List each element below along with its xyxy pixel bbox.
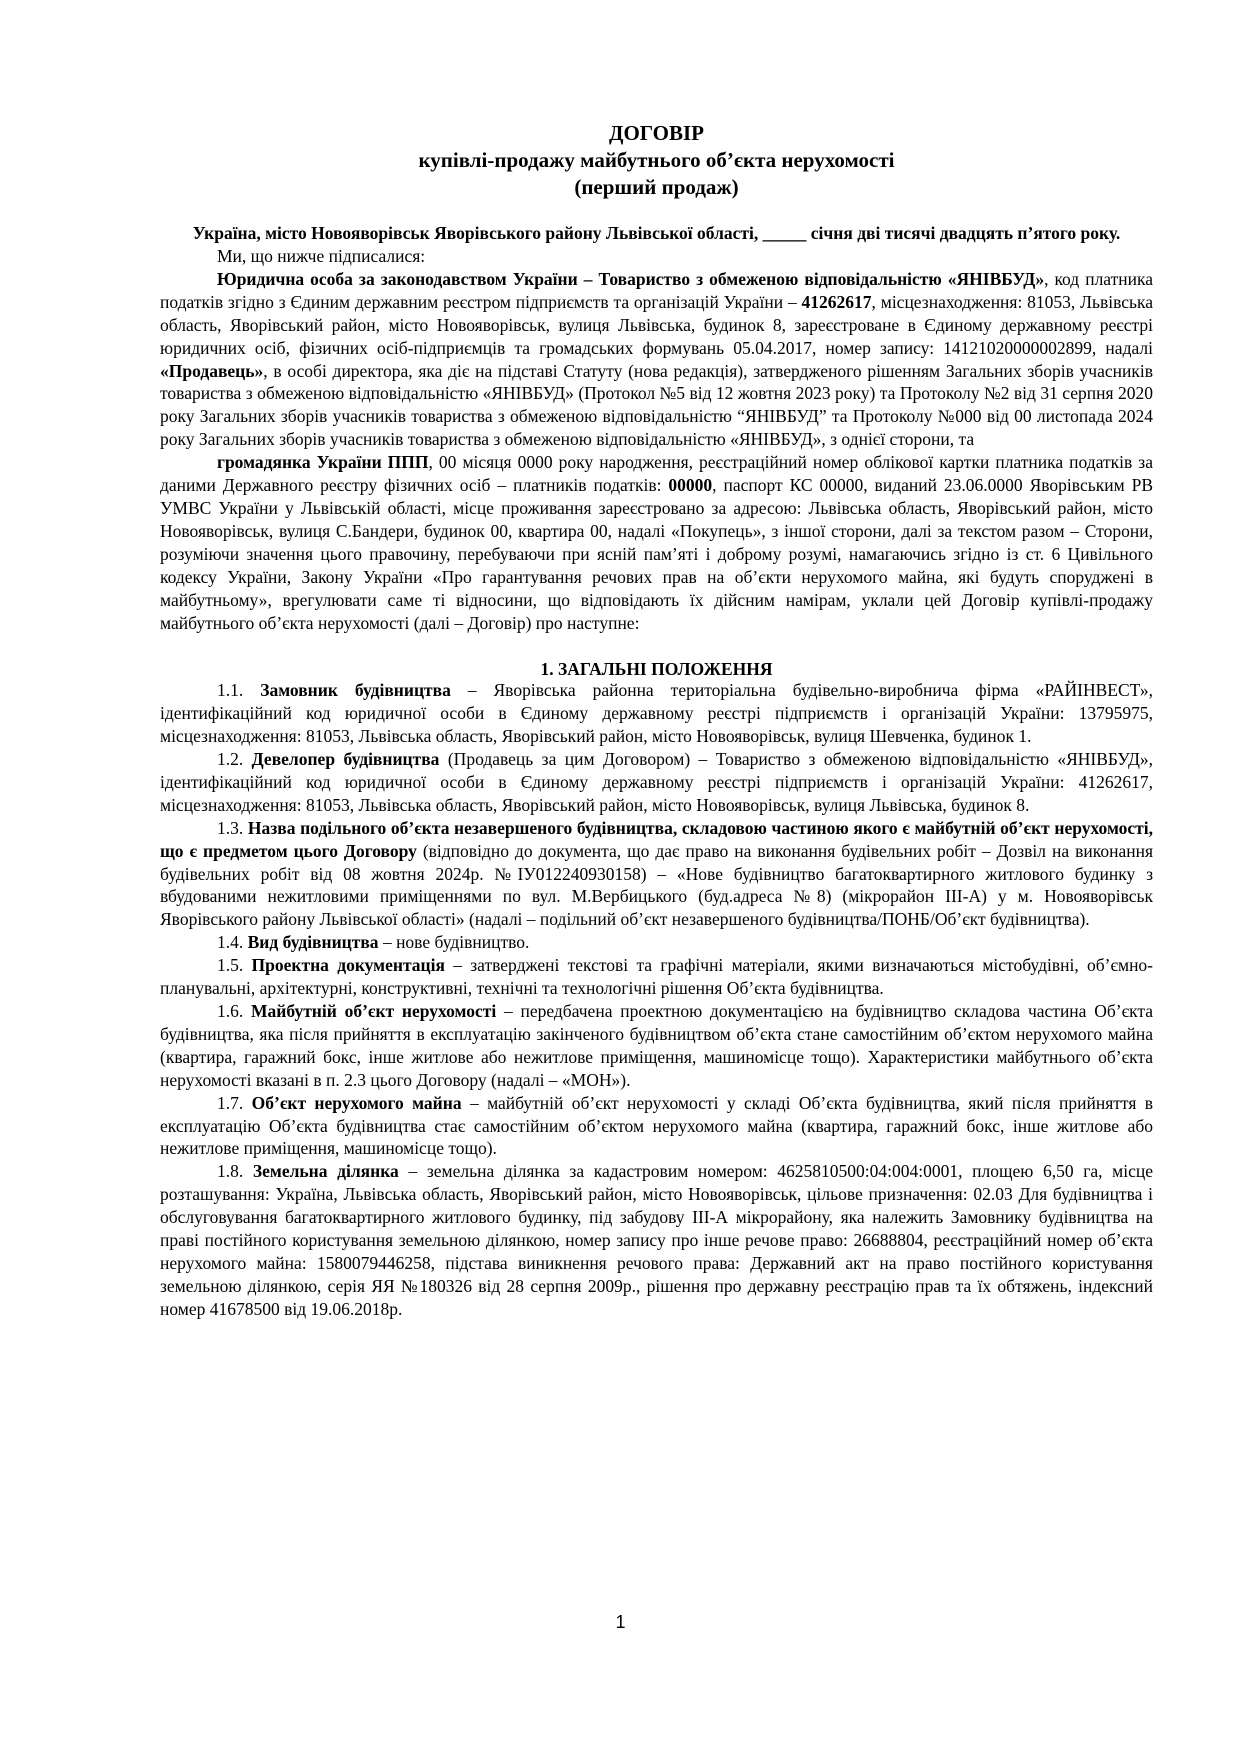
section-1-heading: 1. ЗАГАЛЬНІ ПОЛОЖЕННЯ <box>540 659 773 680</box>
clause-term: Об’єкт нерухомого майна <box>251 1092 462 1113</box>
clause-1-7 <box>160 1092 1153 1161</box>
clause-1-2 <box>160 748 1153 817</box>
clause-term: Майбутній об’єкт нерухомості <box>251 1001 497 1021</box>
clause-number: 1.1. <box>217 680 261 701</box>
document-page <box>160 120 1153 1321</box>
clause-text: – земельна ділянка за кадастровим номером: 4625810500:04:004:0001, площею 6,50 га, місце розташування: Україна, Львівська область, Яворівський район, місто Новояворівськ, цільове призначення: 02.03 Для будівництва і обслуговування багатоквартирного житлового будинку, під забудову ІІІ-А мікрорайону, яка належить Замовнику будівництва на праві постійного користування земельною ділянкою, номер запису про інше речове право: 26688804, реєстраційний номер об’єкта нерухомого майна: 1580079446258, підстава виникнення речового права: Державний акт на право постійного користування земельною ділянкою, серія ЯЯ №180326 від 28 серпня 2009р., рішення про державну реєстрацію прав та їх обтяжень, індексний номер 41678500 від 19.06.2018р. <box>160 1161 1154 1319</box>
page-number: 1 <box>615 1612 626 1632</box>
clause-term: Девелопер будівництва <box>251 749 440 770</box>
clause-term: Замовник будівництва <box>260 680 451 701</box>
seller-text-1: , код платника податків згідно з Єдиним державним реєстром підприємств та організацій України – <box>160 268 1154 312</box>
clause-1-3 <box>160 817 1153 932</box>
clause-1-4 <box>160 931 1153 954</box>
clause-term: Проектна документація <box>251 955 445 976</box>
clause-1-6 <box>160 1000 1153 1092</box>
clause-number: 1.8. <box>217 1161 253 1182</box>
clause-text: – передбачена проектною документацією на будівництво складова частина Об’єкта будівництва, яка після прийняття в експлуатацію закінченого будівництвом об’єкта стане самостійним об’єктом нерухомого майна (квартира, гаражний бокс, інше житлове або нежитлове приміщення, машиномісце тощо). Характеристики майбутнього об’єкта нерухомості вказані в п. 2.3 цього Договору (надалі – «МОН»). <box>160 1001 1153 1090</box>
buyer-name: громадянка України ППП <box>217 452 429 473</box>
clause-term: Вид будівництва <box>247 932 379 953</box>
seller-paragraph <box>160 268 1153 451</box>
buyer-text-1: , 00 місяця 0000 року народження, реєстраційний номер облікової картки платника податків за даними Державного реєстру фізичних осіб – платників податків: <box>160 452 1153 496</box>
place-and-date: Україна, місто Новояворівськ Яворівського району Львівської області, _____ січня дві тисячі двадцять п’ятого року. <box>192 223 1121 243</box>
clause-term: Назва подільного об’єкта незавершеного будівництва, складовою частиною якого є майбутній об’єкт нерухомості, що є предметом цього Договору <box>160 817 1154 861</box>
clause-number: 1.7. <box>217 1092 252 1113</box>
buyer-text-2: , паспорт КС 00000, виданий 23.06.0000 Яворівським РВ УМВС України у Львівській області, місце проживання зареєстровано за адресою: Львівська область, Яворівський район, місто Новояворівськ, вулиця С.Бандери, будинок 00, квартира 00, надалі «Покупець», з іншої сторони, далі за текстом разом – Сторони, розуміючи значення цього правочину, перебуваючи при ясній пам’яті і доброму розумі, намагаючись згідно із ст. 6 Цивільного кодексу України, Закону України «Про гарантування речових прав на об’єкти нерухомого майна, які будуть споруджені в майбутньому», врегулювати саме ті відносини, що відповідають їх дійсним намірам, уклали цей Договір купівлі-продажу майбутнього об’єкта нерухомості (далі – Договір) про наступне: <box>160 475 1153 633</box>
seller-code: 41262617 <box>801 291 872 312</box>
clause-term: Земельна ділянка <box>252 1161 399 1182</box>
clause-number: 1.6. <box>217 1001 252 1021</box>
clause-text: (відповідно до документа, що дає право на виконання будівельних робіт – Дозвіл на виконання будівельних робіт від 08 жовтня 2024р. №ІУ012240930158) – «Нове будівництво багатоквартирного житлового будинку з вбудованими нежитловими приміщеннями по вул. М.Вербицького (буд.адреса №8) (мікрорайон ІІІ-А) у м. Новояворівськ Яворівського району Львівської області» (надалі – подільний об’єкт незавершеного будівництва/ПОНБ/Об’єкт будівництва). <box>160 840 1153 930</box>
clause-text: – нове будівництво. <box>378 932 530 953</box>
clause-1-1 <box>160 679 1153 748</box>
seller-text-2: , місцезнаходження: 81053, Львівська область, Яворівський район, місто Новояворівськ, вулиця Львівська, будинок 8, зареєстроване в Єдиному державному реєстрі юридичних осіб, фізичних осіб-підприємців та громадських формувань 05.04.2017, номер запису: 14121020000002899, надалі <box>160 291 1153 358</box>
clause-number: 1.4. <box>217 932 248 953</box>
clause-number: 1.3. <box>217 817 248 838</box>
clause-text: – затверджені текстові та графічні матеріали, якими визначаються містобудівні, об’ємно-планувальні, архітектурні, конструктивні, технічні та технологічні рішення Об’єкта будівництва. <box>160 955 1154 999</box>
title-line-3: (перший продаж) <box>574 175 739 199</box>
seller-name: Юридична особа за законодавством України – Товариство з обмеженою відповідальністю «ЯНІВБУД» <box>217 268 1045 289</box>
title-line-2: купівлі-продажу майбутнього об’єкта нерухомості <box>418 148 895 172</box>
intro-paragraph <box>160 245 1153 268</box>
document-title <box>160 120 1153 201</box>
buyer-code: 00000 <box>668 475 713 496</box>
buyer-paragraph <box>160 451 1153 634</box>
clause-1-8 <box>160 1160 1153 1320</box>
title-line-1: ДОГОВІР <box>609 121 704 145</box>
clause-number: 1.5. <box>217 955 252 976</box>
clause-number: 1.2. <box>217 749 252 770</box>
seller-text-3: , в особі директора, яка діє на підставі Статуту (нова редакція), затвердженого рішенням Загальних зборів учасників товариства з обмеженою відповідальністю «ЯНІВБУД» (Протокол №5 від 12 жовтня 2023 року) та Протоколу №2 від 31 серпня 2020 року Загальних зборів учасників товариства з обмеженою відповідальністю “ЯНІВБУД” та Протоколу №000 від 00 листопада 2024 року Загальних зборів учасників товариства з обмеженою відповідальністю «ЯНІВБУД», з однієї сторони, та <box>160 360 1153 450</box>
intro-text: Ми, що нижче підписалися: <box>217 246 426 266</box>
clause-text: – майбутній об’єкт нерухомості у складі Об’єкта будівництва, який після прийняття в експлуатацію Об’єкта будівництва стає самостійним об’єктом нерухомого майна (квартира, гаражний бокс, інше житлове або нежитлове приміщення, машиномісце тощо). <box>160 1092 1154 1159</box>
clause-1-5 <box>160 954 1153 1000</box>
seller-role: «Продавець» <box>160 360 264 381</box>
clause-text: – Яворівська районна територіальна будівельно-виробнича фірма «РАЙІНВЕСТ», ідентифікаційний код юридичної особи в Єдиному державному реєстрі підприємств і організацій України: 13795975, місцезнаходження: 81053, Львівська область, Яворівський район, місто Новояворівськ, вулиця Шевченка, будинок 1. <box>160 680 1154 747</box>
clause-text: (Продавець за цим Договором) – Товариство з обмеженою відповідальністю «ЯНІВБУД», ідентифікаційний код юридичної особи в Єдиному державному реєстрі підприємств і організацій України: 41262617, місцезнаходження: 81053, Львівська область, Яворівський район, місто Новояворівськ, вулиця Львівська, будинок 8. <box>160 749 1154 815</box>
